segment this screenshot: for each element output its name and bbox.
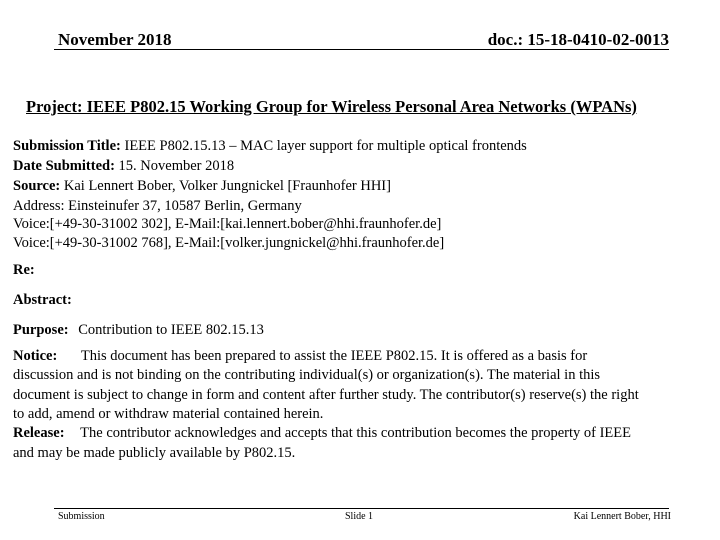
purpose-label: Purpose: xyxy=(13,322,69,338)
header-doc-number: doc.: 15-18-0410-02-0013 xyxy=(487,30,669,49)
footer-author: Kai Lennert Bober, HHI xyxy=(573,511,671,522)
source-value: Kai Lennert Bober, Volker Jungnickel [Fraunhofer HHI] xyxy=(63,178,391,194)
notice-line-1 xyxy=(13,346,587,366)
purpose-line xyxy=(13,320,264,340)
source-label: Source: xyxy=(13,178,61,194)
release-line-1 xyxy=(13,423,631,443)
notice-line-2: discussion and is not binding on the contributing individual(s) or organization(s). The material in this xyxy=(13,367,601,383)
footer-divider xyxy=(54,508,669,509)
release-line-2: and may be made publicly available by P802.15. xyxy=(13,445,296,461)
re-label: Re: xyxy=(13,262,35,278)
date-submitted-value: 15. November 2018 xyxy=(118,158,235,174)
notice-line-3: document is subject to change in form and content after further study. The contributor(s) reserve(s) the right xyxy=(13,387,639,403)
date-submitted-line xyxy=(13,156,234,176)
date-submitted-label: Date Submitted: xyxy=(13,158,115,174)
source-line xyxy=(13,176,391,196)
page-title: Project: IEEE P802.15 Working Group for Wireless Personal Area Networks (WPANs) xyxy=(26,97,637,116)
release-text-1: The contributor acknowledges and accepts that this contribution becomes the property of IEEE xyxy=(80,425,631,441)
header-divider xyxy=(54,49,669,50)
address-line: Address: Einsteinufer 37, 10587 Berlin, Germany xyxy=(13,198,302,214)
submission-title-label: Submission Title: xyxy=(13,138,121,154)
header-date: November 2018 xyxy=(58,30,172,49)
submission-title-line xyxy=(13,136,527,156)
voice-line-2: Voice:[+49-30-31002 768], E-Mail:[volker.jungnickel@hhi.fraunhofer.de] xyxy=(13,235,445,251)
notice-label: Notice: xyxy=(13,348,58,364)
voice-line-1: Voice:[+49-30-31002 302], E-Mail:[kai.lennert.bober@hhi.fraunhofer.de] xyxy=(13,216,442,232)
notice-line-4: to add, amend or withdraw material contained herein. xyxy=(13,406,324,422)
notice-text-1: This document has been prepared to assist the IEEE P802.15. It is offered as a basis for xyxy=(80,348,588,364)
purpose-value: Contribution to IEEE 802.15.13 xyxy=(78,322,264,338)
abstract-label: Abstract: xyxy=(13,292,72,308)
release-label: Release: xyxy=(13,425,65,441)
footer-submission: Submission xyxy=(58,511,105,522)
footer-slide-number: Slide 1 xyxy=(345,511,374,522)
submission-title-value: IEEE P802.15.13 – MAC layer support for multiple optical frontends xyxy=(124,138,527,154)
